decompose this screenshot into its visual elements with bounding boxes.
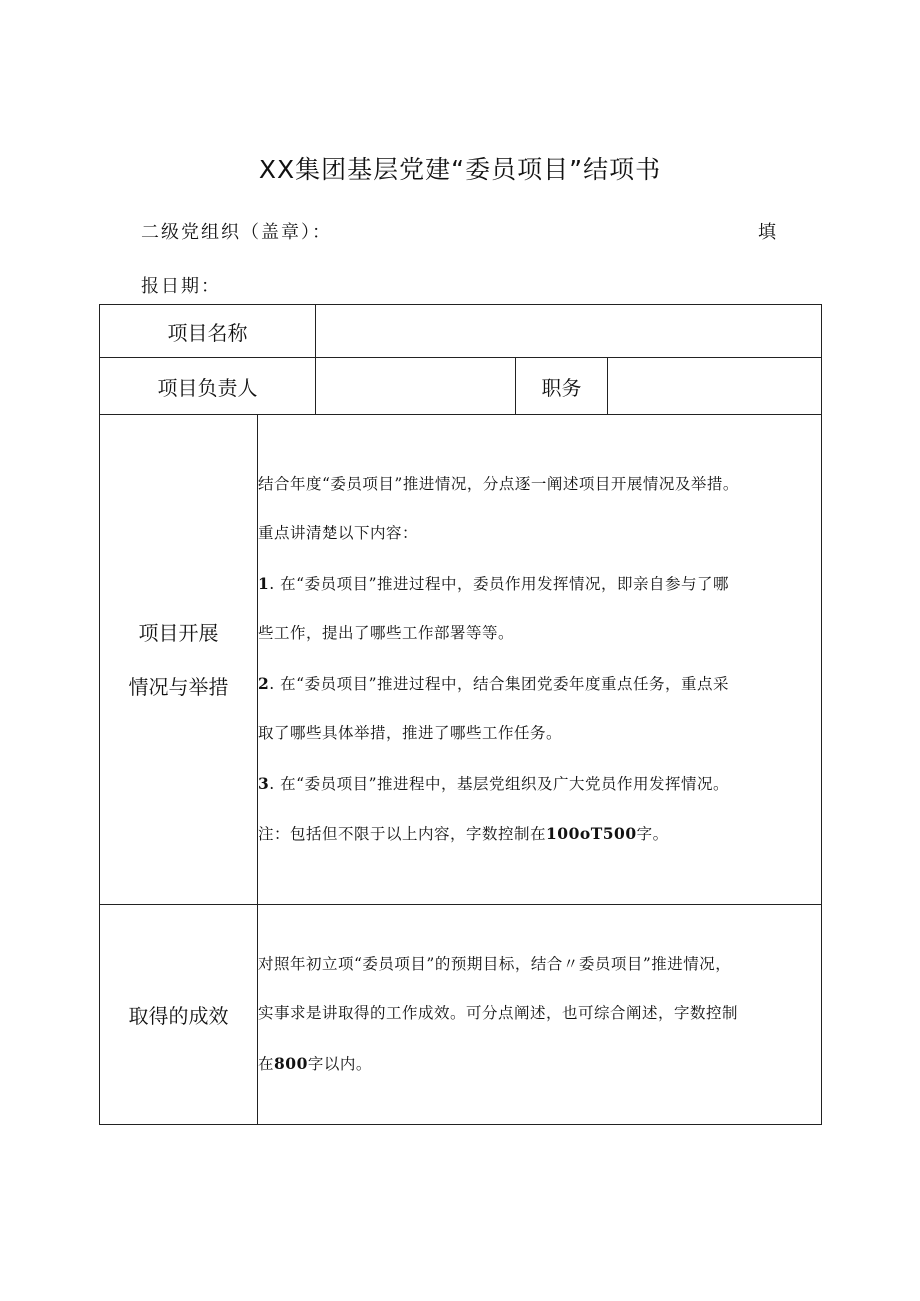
progress-label-line1: 项目开展 bbox=[138, 620, 219, 645]
project-leader-label: 项目负责人 bbox=[100, 358, 316, 415]
progress-item2 bbox=[258, 659, 821, 710]
row-results bbox=[100, 905, 822, 1125]
note-word-count: 100oT500 bbox=[546, 824, 637, 843]
progress-note bbox=[258, 809, 821, 860]
closing-report-form bbox=[99, 304, 822, 1125]
item1-text-line1: . 在“委员项目”推进过程中，委员作用发挥情况，即亲自参与了哪 bbox=[269, 574, 730, 593]
results-line1: 对照年初立项“委员项目”的预期目标，结合〃委员项目”推进情况， bbox=[258, 954, 732, 973]
note-prefix: 注：包括但不限于以上内容，字数控制在 bbox=[258, 825, 547, 843]
row-project-leader bbox=[100, 358, 822, 415]
fill-date-label-part2: 报日期： bbox=[141, 276, 221, 297]
note-suffix: 字。 bbox=[636, 825, 669, 843]
item1-text-line2: 些工作，提出了哪些工作部署等等。 bbox=[258, 624, 515, 642]
progress-intro-line2: 重点讲清楚以下内容： bbox=[258, 524, 419, 542]
fill-date-label-part1: 填 bbox=[758, 222, 778, 243]
item2-number: 2 bbox=[258, 673, 270, 693]
project-name-field[interactable] bbox=[316, 305, 822, 358]
progress-label-line2: 情况与举措 bbox=[128, 674, 229, 699]
org-stamp-label: 二级党组织（盖章）： bbox=[141, 222, 332, 243]
item2-text-line1: . 在“委员项目”推进过程中，结合集团党委年度重点任务，重点采 bbox=[269, 674, 730, 693]
progress-label bbox=[100, 415, 258, 905]
position-label: 职务 bbox=[516, 358, 608, 415]
progress-content-field[interactable] bbox=[258, 415, 822, 905]
progress-intro-line1: 结合年度“委员项目”推进情况，分点逐一阐述项目开展情况及举措。 bbox=[258, 474, 739, 493]
position-field[interactable] bbox=[608, 358, 822, 415]
project-name-label: 项目名称 bbox=[100, 305, 316, 358]
item2-text-line2: 取了哪些具体举措，推进了哪些工作任务。 bbox=[258, 724, 563, 742]
results-label: 取得的成效 bbox=[100, 905, 258, 1125]
results-line3 bbox=[258, 1039, 821, 1090]
results-line2: 实事求是讲取得的工作成效。可分点阐述，也可综合阐述，字数控制 bbox=[258, 1004, 739, 1023]
results-word-count: 800 bbox=[274, 1053, 308, 1073]
progress-item1 bbox=[258, 559, 821, 610]
item1-number: 1 bbox=[258, 573, 270, 593]
item3-number: 3 bbox=[258, 773, 270, 793]
results-line3-suffix: 字以内。 bbox=[307, 1054, 372, 1073]
progress-item3 bbox=[258, 759, 821, 810]
item3-text-line1: . 在“委员项目”推进程中，基层党组织及广大党员作用发挥情况。 bbox=[269, 774, 730, 793]
row-project-name bbox=[100, 305, 822, 358]
results-line3-prefix: 在 bbox=[258, 1054, 275, 1073]
row-progress bbox=[100, 415, 822, 905]
results-content-field[interactable] bbox=[258, 905, 822, 1125]
project-leader-field[interactable] bbox=[316, 358, 516, 415]
document-title: XX集团基层党建“委员项目”结项书 bbox=[258, 155, 662, 184]
